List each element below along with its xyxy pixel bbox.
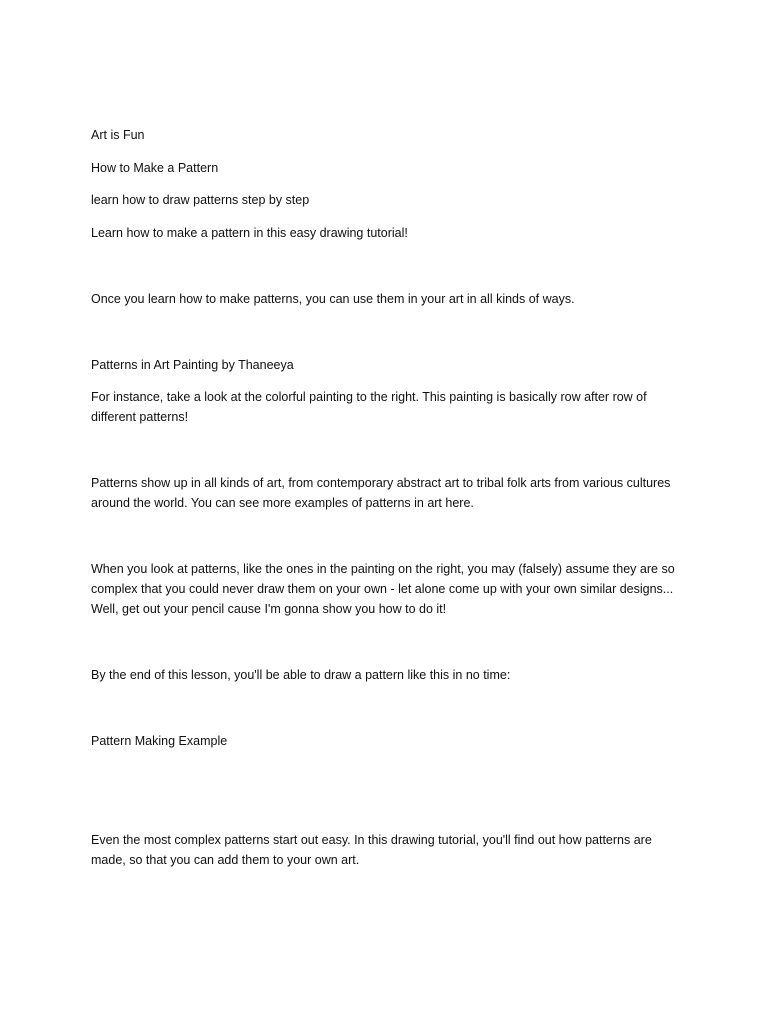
document-subheading: learn how to draw patterns step by step (91, 193, 310, 207)
image-caption-painting: Patterns in Art Painting by Thaneeya (91, 358, 294, 372)
paragraph-once-you-learn: Once you learn how to make patterns, you can use them in your art in all kinds of ways. (91, 292, 575, 306)
paragraph-patterns-show-up: Patterns show up in all kinds of art, from contemporary abstract art to tribal folk arts from various cultures around the world. You can see more examples of patterns in art here. (91, 476, 671, 510)
document-title: Art is Fun (91, 128, 145, 142)
paragraph-when-you-look: When you look at patterns, like the ones in the painting on the right, you may (falsely) assume they are so complex that you could never draw them on your own - let alone come up with your own similar designs... Well, get out your pencil cause I'm gonna show you how to do it! (91, 562, 675, 616)
paragraph-for-instance: For instance, take a look at the colorful painting to the right. This painting is basically row after row of different patterns! (91, 390, 647, 424)
intro-paragraph: Learn how to make a pattern in this easy drawing tutorial! (91, 226, 408, 240)
paragraph-by-the-end: By the end of this lesson, you'll be able to draw a pattern like this in no time: (91, 668, 511, 682)
image-caption-example: Pattern Making Example (91, 734, 228, 748)
document-heading: How to Make a Pattern (91, 161, 219, 175)
paragraph-even-the-most: Even the most complex patterns start out easy. In this drawing tutorial, you'll find out how patterns are made, so that you can add them to your own art. (91, 833, 652, 867)
